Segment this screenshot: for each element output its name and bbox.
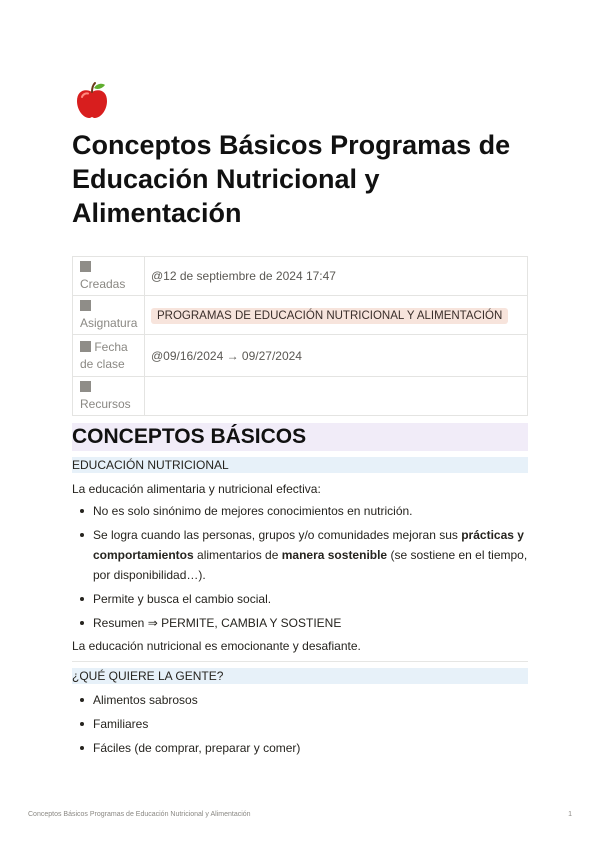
property-value[interactable] — [145, 377, 528, 416]
list-item-text: No es solo sinónimo de mejores conocimientos en nutrición. — [93, 504, 413, 518]
list-item-text: (se sostiene en el tiempo, por disponibilidad…). — [93, 548, 528, 582]
list-item — [72, 714, 528, 734]
heading-que-quiere-la-gente: ¿QUÉ QUIERE LA GENTE? — [72, 668, 528, 684]
property-label: Asignatura — [80, 316, 138, 330]
list-item — [72, 690, 528, 710]
list-item-text: Se logra cuando las personas, grupos y/o comunidades mejoran sus — [93, 528, 462, 542]
page-footer — [28, 810, 572, 820]
property-row-asignatura — [73, 296, 528, 335]
red-apple-icon — [72, 80, 112, 120]
bold-text: prácticas y comportamientos — [93, 528, 524, 562]
closing-paragraph: La educación nutricional es emocionante y desafiante. — [72, 639, 361, 653]
list-item-text: Alimentos sabrosos — [93, 693, 198, 707]
intro-paragraph: La educación alimentaria y nutricional efectiva: — [72, 482, 321, 496]
property-key — [73, 296, 145, 335]
property-value[interactable]: @12 de septiembre de 2024 17:47 — [145, 257, 528, 296]
list-item-text: Permite y busca el cambio social. — [93, 592, 272, 606]
square-icon — [80, 300, 91, 311]
property-label: Fecha de clase — [80, 339, 128, 371]
square-icon — [80, 381, 91, 392]
property-row-recursos — [73, 377, 528, 416]
property-label: Creadas — [80, 277, 126, 291]
footer-title: Conceptos Básicos Programas de Educación Nutricional y Alimentación — [28, 811, 251, 818]
list-item — [72, 613, 528, 633]
subject-tag[interactable]: PROGRAMAS DE EDUCACIÓN NUTRICIONAL Y ALIMENTACIÓN — [151, 308, 508, 324]
divider — [72, 661, 528, 662]
list-item-text: alimentarios de — [193, 548, 282, 562]
list-item-text: Familiares — [93, 717, 149, 731]
property-key — [73, 377, 145, 416]
bullet-list-educacion — [72, 501, 528, 633]
property-row-creadas — [73, 257, 528, 296]
property-value — [145, 296, 528, 335]
property-key — [73, 257, 145, 296]
list-item — [72, 525, 528, 585]
list-item — [72, 738, 528, 758]
property-key — [73, 335, 145, 377]
property-row-fecha — [73, 335, 528, 377]
page-title: Conceptos Básicos Programas de Educación Nutricional y Alimentación — [72, 130, 511, 228]
square-icon — [80, 261, 91, 272]
list-item — [72, 501, 528, 521]
bullet-list-gente — [72, 690, 528, 758]
properties-table — [72, 256, 528, 416]
property-label: Recursos — [80, 397, 131, 411]
heading-educacion-nutricional: EDUCACIÓN NUTRICIONAL — [72, 457, 528, 473]
bold-text: manera sostenible — [281, 548, 388, 562]
list-item-text: Fáciles (de comprar, preparar y comer) — [93, 741, 301, 755]
list-item — [72, 589, 528, 609]
list-item-text: Resumen ⇒ PERMITE, CAMBIA Y SOSTIENE — [93, 616, 342, 630]
property-value[interactable]: @09/16/2024 → 09/27/2024 — [145, 335, 528, 377]
page-number: 1 — [568, 811, 572, 818]
heading-conceptos-basicos: CONCEPTOS BÁSICOS — [72, 423, 528, 451]
square-icon — [80, 341, 91, 352]
